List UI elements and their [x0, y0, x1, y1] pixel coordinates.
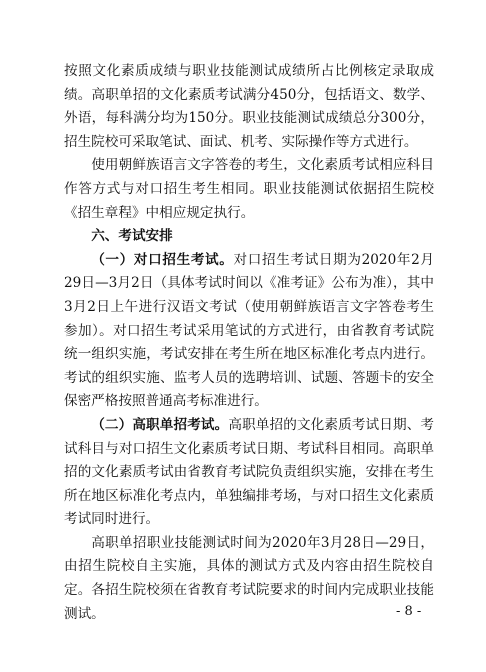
subsection-heading-higher-vocational: （二）高职单招考试。	[91, 416, 229, 433]
document-body	[64, 60, 434, 626]
paragraph-korean-language: 使用朝鲜族语言文字答卷的考生，文化素质考试相应科目作答方式与对口招生考生相同。职业技能测试依据招生院校《招生章程》中相应规定执行。	[64, 157, 434, 221]
paragraph-continuation: 按照文化素质成绩与职业技能测试成绩所占比例核定录取成绩。高职单招的文化素质考试满分450分，包括语文、数学、外语，每科满分均为150分。职业技能测试成绩总分300分，招生院校可采取笔试、面试、机考、实际操作等方式进行。	[64, 63, 434, 150]
paragraph-vocational-exam	[64, 249, 434, 414]
subsection-heading-vocational: （一）对口招生考试。	[91, 251, 234, 268]
paragraph-higher-vocational-exam	[64, 414, 434, 532]
subsection-text-vocational: 对口招生考试日期为2020年2月29日—3月2日（具体考试时间以《准考证》公布为准），其中3月2日上午进行汉语文考试（使用朝鲜族语言文字答卷考生参加）。对口招生考试采用笔试的方式进行，由省教育考试院统一组织实施，考试安排在考生所在地区标准化考点内进行。考试的组织实施、监考人员的选聘培训、试题、答题卡的安全保密严格按照普通高考标准进行。	[64, 251, 434, 410]
paragraph-skills-test: 高职单招职业技能测试时间为2020年3月28日—29日，由招生院校自主实施，具体的测试方式及内容由招生院校自定。各招生院校须在省教育考试院要求的时间内完成职业技能测试。	[64, 534, 434, 622]
section-heading: 六、考试安排	[91, 228, 173, 245]
page-number: - 8 -	[396, 604, 422, 619]
subsection-text-higher-vocational: 高职单招的文化素质考试日期、考试科目与对口招生文化素质考试日期、考试科目相同。高职单招的文化素质考试由省教育考试院负责组织实施，安排在考生所在地区标准化考点内，单独编排考场，与对口招生文化素质考试同时进行。	[64, 416, 435, 528]
